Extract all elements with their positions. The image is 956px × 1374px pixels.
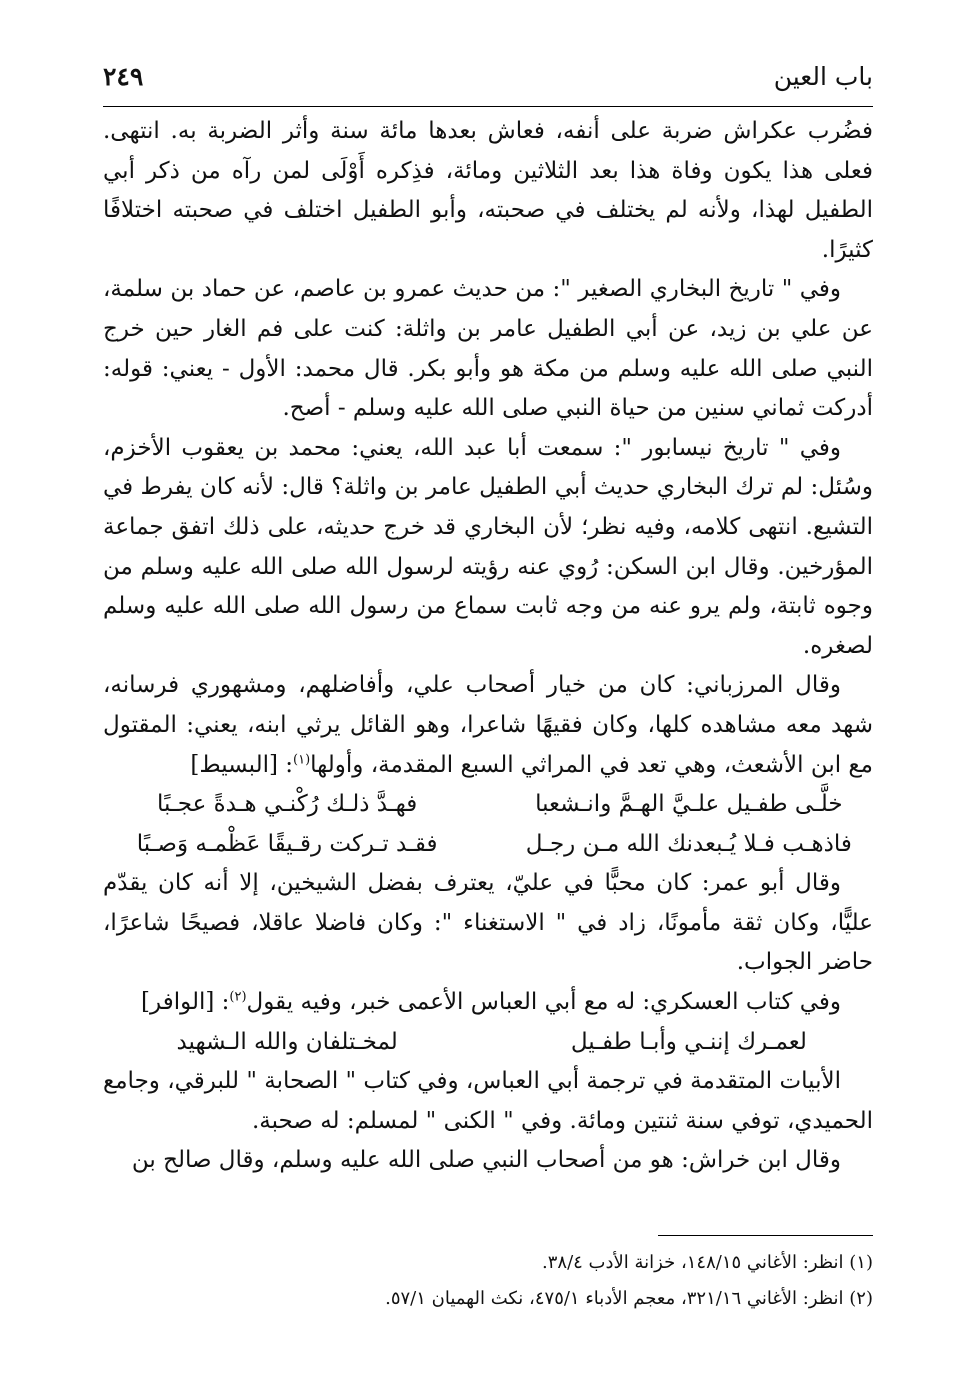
footnote-reference: (٢) — [229, 989, 247, 1005]
hemistich-right: خلَّـى طفـيل علـيَّ الهـمَّ وانـشعبا — [535, 791, 843, 818]
hemistich-right: فاذهـب فـلا يُـبعدنك الله مـن رجـل — [525, 830, 852, 857]
paragraph-text: وفي كتاب العسكري: له مع أبي العباس الأعمى خبر، وفيه يقول — [246, 989, 841, 1016]
hemistich-left: فهـدَّ ذلـك رُكْنـي هـدةً عجـبًا — [157, 791, 418, 818]
paragraph: وفي " تاريخ البخاري الصغير ": من حديث عمرو بن عاصم، عن حماد بن سلمة، عن علي بن زيد، عن أبي الطفيل عامر بن واثلة: كنت على فم الغار حين خرج النبي صلى الله عليه وسلم من مكة هو وأبو بكر. قال محمد: الأول - يعني: قوله: أدركت ثماني سنين من حياة النبي صلى الله عليه وسلم - أصح. — [103, 276, 873, 422]
meter-label: : [البسيط] — [190, 751, 294, 778]
header-divider — [103, 106, 873, 107]
paragraph: وفي " تاريخ نيسابور ": سمعت أبا عبد الله، يعني: محمد بن يعقوب الأخزم، وسُئل: لم ترك البخاري حديث أبي الطفيل عامر بن واثلة؟ قال: لأنه كان يفرط في التشيع. انتهى كلامه، وفيه نظر؛ لأن البخاري قد خرج حديثه، على ذلك اتفق جماعة المؤرخين. وقال ابن السكن: رُوي عنه رؤيته لرسول الله صلى الله عليه وسلم من وجوه ثابتة، ولم يرو عنه من وجه ثابت سماع من رسول الله صلى الله عليه وسلم لصغره. — [103, 434, 873, 659]
footnote-divider — [658, 1235, 873, 1236]
footnote-reference: (١) — [293, 751, 311, 767]
paragraph — [103, 983, 873, 1023]
poem-verse — [103, 1023, 873, 1063]
paragraph: فضُرب عكراش ضربة على أنفه، فعاش بعدها مائة سنة وأثر الضربة به. انتهى. فعلى هذا يكون وفاة هذا بعد الثلاثين ومائة، فذِكره أَوْلَى لمن رآه من ذكر أبي الطفيل لهذا، ولأنه لم يختلف في صحبته، وأبو الطفيل اختلف في صحبته اختلافًا كثيرًا. — [103, 118, 873, 263]
paragraph: وقال ابن خراش: هو من أصحاب النبي صلى الله عليه وسلم، وقال صالح بن — [131, 1147, 841, 1174]
footnote: (٢) انظر: الأغاني ٣٢١/١٦، معجم الأدباء ٤٧٥/١، نكث الهميان ٥٧/١. — [385, 1288, 873, 1309]
hemistich-left: فقـد تـركت رقـيقًا عَظْمـه وَصـبًا — [136, 830, 438, 857]
chapter-title: باب العين — [773, 62, 873, 91]
main-text — [103, 112, 873, 1181]
paragraph: وقال أبو عمر: كان محبًّا في عليّ، يعترف بفضل الشيخين، إلا أنه كان يقدّم عليًّا، وكان ثقة مأمونًا، زاد في " الاستغناء ": وكان فاضلا عاقلا، فصيحًا شاعرًا، حاضر الجواب. — [103, 870, 873, 976]
hemistich-left: لمخـتلفان والله الـشهيد — [176, 1028, 398, 1055]
footnotes — [103, 1245, 873, 1317]
poem-verse — [103, 785, 873, 825]
paragraph — [103, 666, 873, 785]
paragraph: الأبيات المتقدمة في ترجمة أبي العباس، وفي كتاب " الصحابة " للبرقي، وجامع الحميدي، توفي سنة ثنتين ومائة. وفي " الكنى " لمسلم: له صحبة. — [103, 1068, 873, 1134]
running-header — [103, 60, 873, 100]
page-number: ٢٤٩ — [103, 62, 144, 91]
hemistich-right: لعمـرك إننـي وأبـا طفـيل — [570, 1028, 807, 1055]
paragraph-text: وقال المرزباني: كان من خيار أصحاب علي، وأفاضلهم، ومشهوري فرسانه، شهد معه مشاهده كلها، وكان فقيهًا شاعرا، وهو القائل يرثي ابنه، يعني: المقتول مع ابن الأشعث، وهي تعد في المراثي السبع المقدمة، وأولها — [103, 672, 873, 778]
poem-verse — [103, 825, 873, 865]
footnote: (١) انظر: الأغاني ١٤٨/١٥، خزانة الأدب ٣٨/٤. — [542, 1252, 873, 1273]
meter-label: : [الوافر] — [141, 989, 230, 1016]
